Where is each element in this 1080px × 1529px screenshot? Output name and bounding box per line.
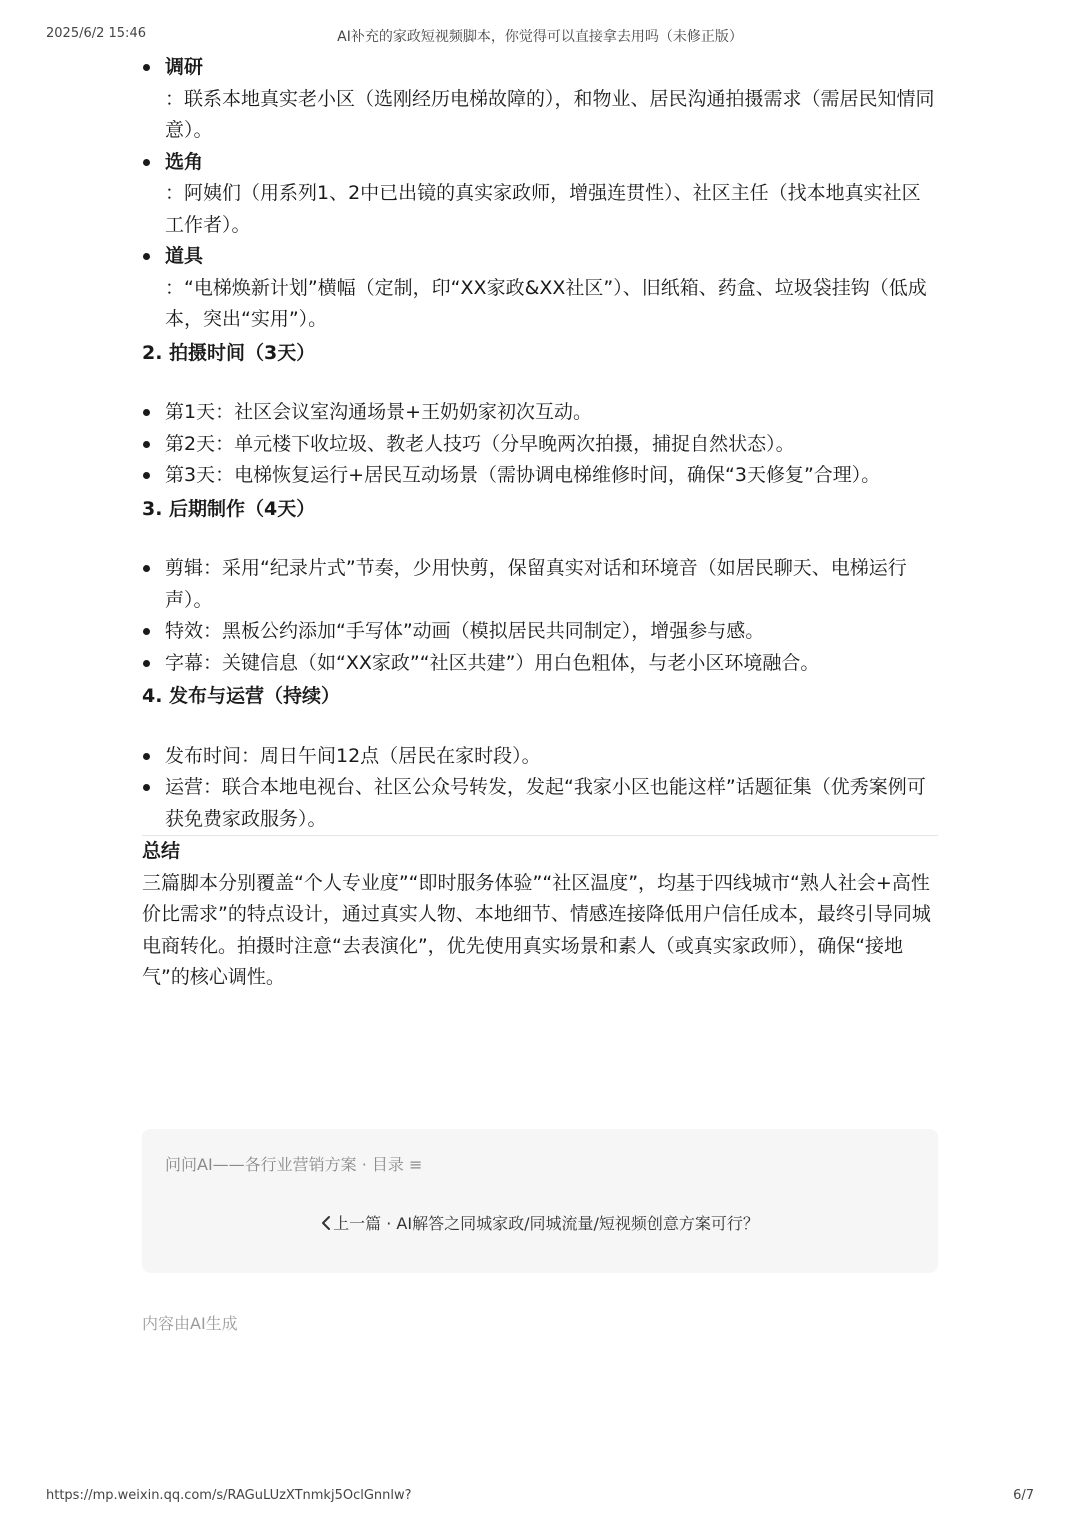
list-item: 发布时间：周日午间12点（居民在家时段）。	[142, 741, 938, 773]
print-url: https://mp.weixin.qq.com/s/RAGuLUzXTnmkj5OclGnnlw?	[46, 1488, 412, 1503]
prep-item-desc: ：联系本地真实老小区（选刚经历电梯故障的），和物业、居民沟通拍摄需求（需居民知情同意）。	[165, 87, 935, 141]
print-page-number: 6/7	[1013, 1488, 1034, 1503]
summary-heading: 总结	[142, 840, 181, 862]
prep-item-title: 道具	[165, 245, 204, 267]
prep-item-title: 调研	[165, 56, 204, 78]
prep-item-desc: ：阿姨们（用系列1、2中已出镜的真实家政师，增强连贯性）、社区主任（找本地真实社区工作者）。	[165, 182, 921, 236]
series-toc-link[interactable]: 问问AI——各行业营销方案 · 目录 ≡	[165, 1155, 423, 1174]
prep-list	[142, 52, 938, 336]
print-datetime: 2025/6/2 15:46	[46, 26, 146, 41]
previous-article-label: 上一篇 · AI解答之同城家政/同城流量/短视频创意方案可行？	[333, 1214, 759, 1233]
chevron-left-icon	[321, 1215, 331, 1231]
list-item: 特效：黑板公约添加“手写体”动画（模拟居民共同制定），增强参与感。	[142, 616, 938, 648]
list-item: 第3天：电梯恢复运行+居民互动场景（需协调电梯维修时间，确保“3天修复”合理）。	[142, 460, 938, 492]
list-item	[142, 52, 938, 147]
previous-article-link[interactable]	[142, 1211, 938, 1234]
post-production-list	[142, 553, 938, 679]
prep-item-desc: ：“电梯焕新计划”横幅（定制，印“XX家政&XX社区”）、旧纸箱、药盒、垃圾袋挂钩（低成本，突出“实用”）。	[165, 276, 927, 330]
release-list	[142, 741, 938, 836]
list-item: 运营：联合本地电视台、社区公众号转发，发起“我家小区也能这样”话题征集（优秀案例可获免费家政服务）。	[142, 772, 938, 835]
list-item: 剪辑：采用“纪录片式”节奏，少用快剪，保留真实对话和环境音（如居民聊天、电梯运行声）。	[142, 553, 938, 616]
list-item: 第2天：单元楼下收垃圾、教老人技巧（分早晚两次拍摄，捕捉自然状态）。	[142, 429, 938, 461]
section-heading-post-production: 3. 后期制作（4天）	[142, 497, 316, 520]
list-item	[142, 147, 938, 242]
article-body	[142, 52, 938, 994]
list-item: 第1天：社区会议室沟通场景+王奶奶家初次互动。	[142, 397, 938, 429]
series-toc-card	[142, 1129, 938, 1273]
prep-item-title: 选角	[165, 150, 204, 173]
ai-generated-note: 内容由AI生成	[142, 1314, 238, 1333]
print-page-title: AI补充的家政短视频脚本，你觉得可以直接拿去用吗（未修正版）	[337, 29, 743, 45]
shooting-list	[142, 397, 938, 492]
section-heading-shooting: 2. 拍摄时间（3天）	[142, 341, 316, 364]
list-item	[142, 241, 938, 336]
summary-body: 三篇脚本分别覆盖“个人专业度”“即时服务体验”“社区温度”，均基于四线城市“熟人社会+高性价比需求”的特点设计，通过真实人物、本地细节、情感连接降低用户信任成本，最终引导同城电商转化。拍摄时注意“去表演化”，优先使用真实场景和素人（或真实家政师），确保“接地气”的核心调性。	[142, 871, 931, 988]
section-heading-release: 4. 发布与运营（持续）	[142, 685, 341, 707]
list-item: 字幕：关键信息（如“XX家政”“社区共建”）用白色粗体，与老小区环境融合。	[142, 648, 938, 680]
